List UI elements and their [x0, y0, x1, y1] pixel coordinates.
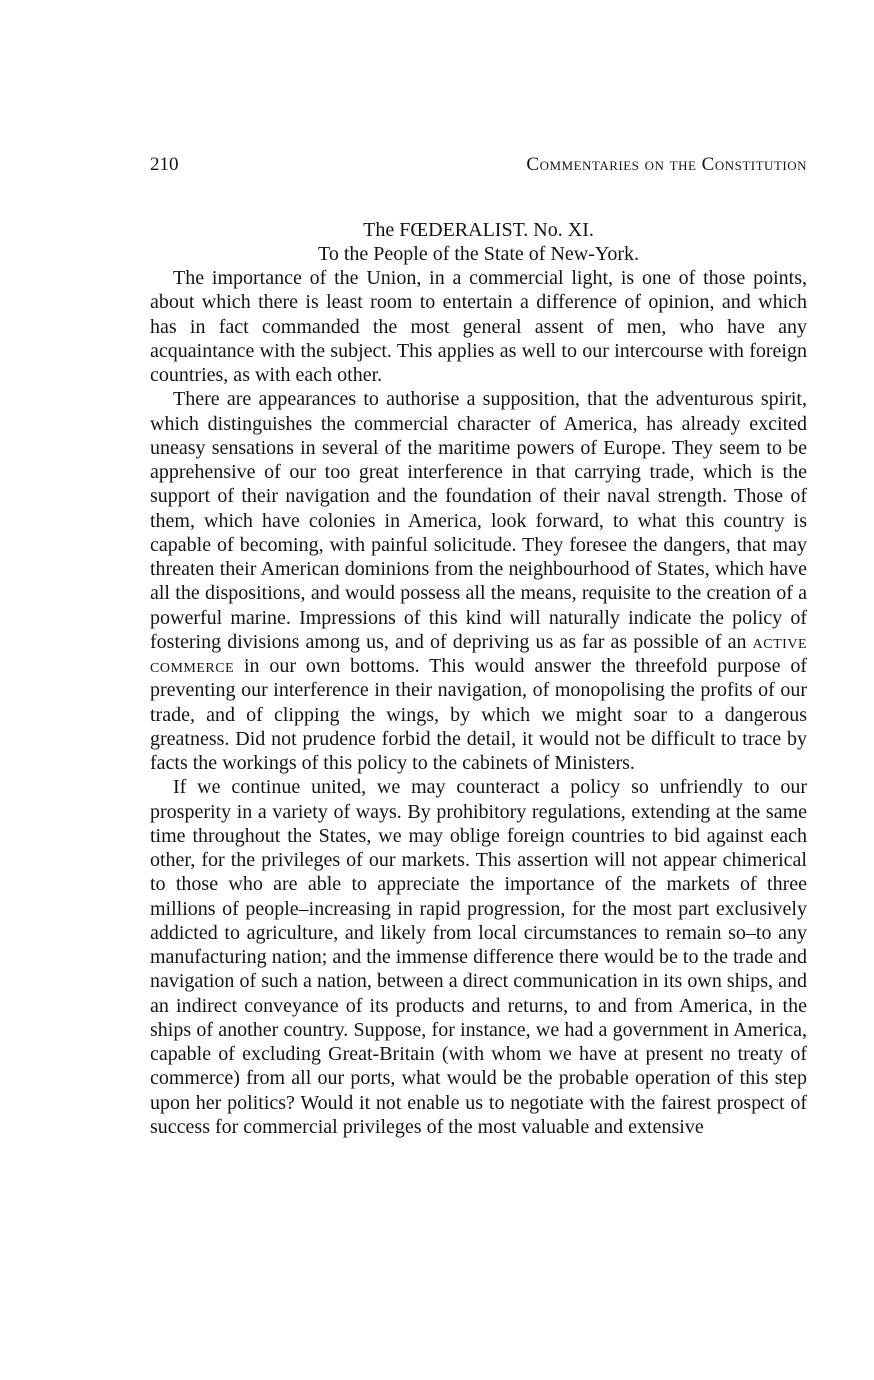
paragraph	[150, 387, 807, 775]
running-head	[150, 150, 807, 180]
small-caps-emphasis: active commerce	[150, 630, 807, 677]
paragraph: If we continue united, we may counteract a policy so unfriendly to our prosperity in a variety of ways. By prohibitory regulations, extending at the same time throughout the States, we may oblige foreign countries to bid against each other, for the privileges of our markets. This assertion will not appear chimerical to those who are able to appreciate the importance of the markets of three millions of people–increasing in rapid progression, for the most part exclusively addicted to agriculture, and likely from local circumstances to remain so–to any manufacturing nation; and the immense difference there would be to the trade and navigation of such a nation, between a direct communication in its own ships, and an indirect conveyance of its products and returns, to and from America, in the ships of another country. Suppose, for instance, we had a government in America, capable of excluding Great-Britain (with whom we have at present no treaty of commerce) from all our ports, what would be the probable operation of this step upon her politics? Would it not enable us to negotiate with the fairest prospect of success for commercial privileges of the most valuable and extensive	[150, 776, 807, 1138]
page-number: 210	[150, 154, 179, 175]
paragraph-text: There are appearances to authorise a supposition, that the adventurous spirit, which distinguishes the commercial character of America, has already excited uneasy sensations in several of the maritime powers of Europe. They seem to be apprehensive of our too great interference in that carrying trade, which is the support of their navigation and the foundation of their naval strength. Those of them, which have colonies in America, look forward, to what this country is capable of becoming, with painful solicitude. They foresee the dangers, that may threaten their American dominions from the neighbourhood of States, which have all the dispositions, and would possess all the means, requisite to the creation of a powerful marine. Impressions of this kind will naturally indicate the policy of fostering divisions among us, and of depriving us as far as possible of an	[150, 388, 807, 653]
essay-title: The FŒDERALIST. No. XI.	[363, 219, 594, 241]
essay-salutation: To the People of the State of New-York.	[318, 243, 639, 265]
paragraph: The importance of the Union, in a commercial light, is one of those points, about which there is least room to entertain a difference of opinion, and which has in fact commanded the most general assent of men, who have any acquaintance with the subject. This applies as well to our intercourse with foreign countries, as with each other.	[150, 267, 807, 386]
book-page	[150, 150, 807, 1139]
running-title: Commentaries on the Constitution	[526, 154, 807, 175]
paragraph-text: in our own bottoms. This would answer the threefold purpose of preventing our interference in their navigation, of monopolising the profits of our trade, and of clipping the wings, by which we might soar to a dangerous greatness. Did not prudence forbid the detail, it would not be difficult to trace by facts the workings of this policy to the cabinets of Ministers.	[150, 655, 807, 774]
